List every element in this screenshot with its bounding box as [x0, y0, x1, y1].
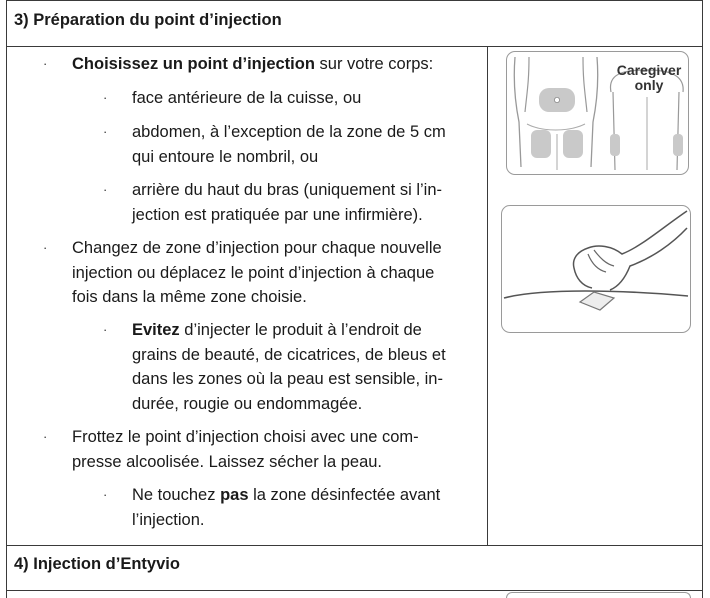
section-3-heading: 3) Préparation du point d’injection: [6, 0, 703, 47]
site-abdomen: [132, 120, 482, 169]
line: qui entoure le nombril, ou: [132, 147, 319, 166]
bullet: ·: [43, 240, 48, 255]
sub-bullet: ·: [103, 124, 108, 139]
line-text: Ne touchez: [132, 486, 221, 504]
line: grains de beauté, de cicatrices, de bleus et: [132, 345, 446, 364]
line: l’injection.: [132, 510, 205, 529]
instruction-bold: pas: [220, 486, 249, 504]
line: abdomen, à l’exception de la zone de 5 cm: [132, 123, 446, 141]
sub-bullet: ·: [103, 182, 108, 197]
line: arrière du haut du bras (uniquement si l’in-: [132, 181, 442, 199]
injection-sites-illustration: [506, 51, 689, 175]
instruction-text: sur votre corps:: [314, 55, 434, 73]
sub-bullet: ·: [103, 90, 108, 105]
line: Changez de zone d’injection pour chaque nouvelle: [72, 239, 442, 257]
site-thigh: face antérieure de la cuisse, ou: [132, 89, 362, 107]
instruction-rotate-site: [72, 236, 484, 310]
line-text: la zone désinfectée avant: [248, 486, 441, 504]
illustration-top-edge: [506, 592, 691, 598]
line: [132, 483, 482, 508]
hand-swab-icon: [502, 206, 689, 331]
line-text: d’injecter le produit à l’endroit de: [179, 321, 422, 339]
line: presse alcoolisée. Laissez sécher la peau.: [72, 452, 383, 471]
sub-bullet: ·: [103, 322, 108, 337]
instruction-bold: Choisissez un point d’injection: [72, 55, 315, 73]
body-figures-icon: [507, 52, 687, 173]
only-label: only: [634, 77, 664, 93]
line: injection ou déplacez le point d’injection à chaque: [72, 263, 435, 282]
line: fois dans la même zone choisie.: [72, 288, 307, 306]
instruction-bold: Evitez: [132, 321, 180, 339]
line: dans les zones où la peau est sensible, in-: [132, 370, 443, 388]
instruction-do-not-touch: [132, 483, 482, 532]
section-4-heading: 4) Injection d’Entyvio: [6, 545, 703, 591]
bullet: ·: [43, 56, 48, 71]
line: Frottez le point d’injection choisi avec une com-: [72, 428, 419, 446]
line: durée, rougie ou endommagée.: [132, 394, 363, 413]
instruction-choose-site: [72, 52, 484, 77]
line: [132, 318, 482, 343]
column-divider: [487, 46, 488, 546]
caregiver-label: Caregiver: [616, 62, 682, 78]
bullet: ·: [43, 429, 48, 444]
line: jection est pratiquée par une infirmière).: [132, 205, 423, 224]
instruction-swab: [72, 425, 484, 474]
instruction-avoid: [132, 318, 482, 416]
sub-bullet: ·: [103, 487, 108, 502]
site-upper-arm: [132, 178, 482, 227]
swab-skin-illustration: [501, 205, 691, 333]
